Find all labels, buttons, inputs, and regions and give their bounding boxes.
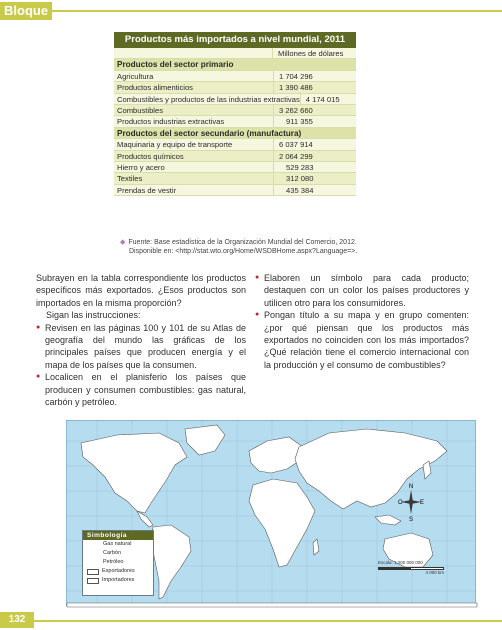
activity-list xyxy=(255,272,469,371)
europe-shape xyxy=(249,437,303,473)
table-source: ◆ Fuente: Base estadística de la Organización Mundial del Comercio, 2012. Disponible en: <http://stat.wto.org/Home/WSDBHome.aspx?Language=>. xyxy=(120,239,358,255)
right-column xyxy=(255,272,469,371)
table-row: Combustibles 3 262 660 xyxy=(114,105,356,116)
table-row: Productos químicos 2 064 299 xyxy=(114,151,356,162)
list-item: ● Localicen en el planisferio los países que producen y consumen combustibles: gas natural, carbón y petróleo. xyxy=(36,371,246,408)
top-rule xyxy=(52,10,502,12)
legend-swatch xyxy=(87,569,99,575)
instructions-label: Sigan las instrucciones: xyxy=(46,310,141,321)
diamond-bullet-icon: ◆ xyxy=(120,239,126,246)
table-row: Prendas de vestir 435 384 xyxy=(114,185,356,196)
legend-swatch xyxy=(87,578,99,584)
bottom-rule xyxy=(34,620,502,622)
compass-west: O xyxy=(398,500,403,506)
table-row: Textiles 312 080 xyxy=(114,173,356,184)
compass-north: N xyxy=(408,484,414,490)
list-item: ● Revisen en las páginas 100 y 101 de su Atlas de geografía del mundo las gráficas de los principales países que producen energía y el mapa de los países que la consumen. xyxy=(36,322,246,372)
intro-paragraph: Subrayen en la tabla correspondiente los productos específicos más exportados. ¿Esos productos son importados en la misma proporción? xyxy=(36,273,246,308)
map-scale xyxy=(378,560,444,575)
block-label: Bloque IV xyxy=(0,2,52,20)
table-row: Productos industrias extractivas 911 355 xyxy=(114,116,356,127)
list-item: ● Pongan título a su mapa y en grupo comenten: ¿por qué piensan que los productos más exportados no coinciden con los más importados? ¿Qué relación tiene el comercio internacional con la producción y el consumo de combustibles? xyxy=(255,309,469,371)
left-column xyxy=(36,272,246,408)
greenland-shape xyxy=(185,425,225,455)
table-units: Millones de dólares xyxy=(272,48,356,58)
legend-item: Importadores xyxy=(83,576,153,585)
table-row: Productos alimenticios 1 390 486 xyxy=(114,82,356,93)
table-row: Agricultura 1 704 296 xyxy=(114,71,356,82)
compass-east: E xyxy=(420,500,425,506)
scale-distance: 4 000 km xyxy=(425,570,444,575)
africa-shape xyxy=(249,479,315,567)
legend-item: Gas natural xyxy=(103,541,132,547)
table-row: Maquinaria y equipo de transporte 6 037 914 xyxy=(114,139,356,150)
compass-south: S xyxy=(408,517,414,523)
legend-item: Exportadores xyxy=(83,567,153,576)
south-america-shape xyxy=(151,525,191,599)
compass-rose-icon xyxy=(398,482,424,522)
legend-item: Petróleo xyxy=(103,559,124,565)
legend-item: Carbón xyxy=(103,550,122,556)
central-america-shape xyxy=(137,511,153,527)
table-section-header: Productos del sector primario xyxy=(114,59,356,70)
map-legend xyxy=(82,530,154,596)
legend-title: Simbología xyxy=(83,531,153,540)
instructions-list xyxy=(36,322,246,409)
antarctica-shape xyxy=(67,603,477,607)
list-item: ● Elaboren un símbolo para cada producto; destaquen con un color los países productores y utilicen otro para los consumidores. xyxy=(255,272,469,309)
table-row: Combustibles y productos de las industrias extractivas 4 174 015 xyxy=(114,94,356,105)
imports-table xyxy=(114,32,356,196)
scale-label: Escala: 1:200 000 000 xyxy=(378,560,423,565)
madagascar-shape xyxy=(313,539,319,555)
table-units-row xyxy=(114,48,356,59)
table-title: Productos más importados a nivel mundial, 2011 xyxy=(114,32,356,48)
table-section-header: Productos del sector secundario (manufactura) xyxy=(114,128,356,139)
table-row: Hierro y acero 529 283 xyxy=(114,162,356,173)
page-number: 132 xyxy=(0,612,34,628)
